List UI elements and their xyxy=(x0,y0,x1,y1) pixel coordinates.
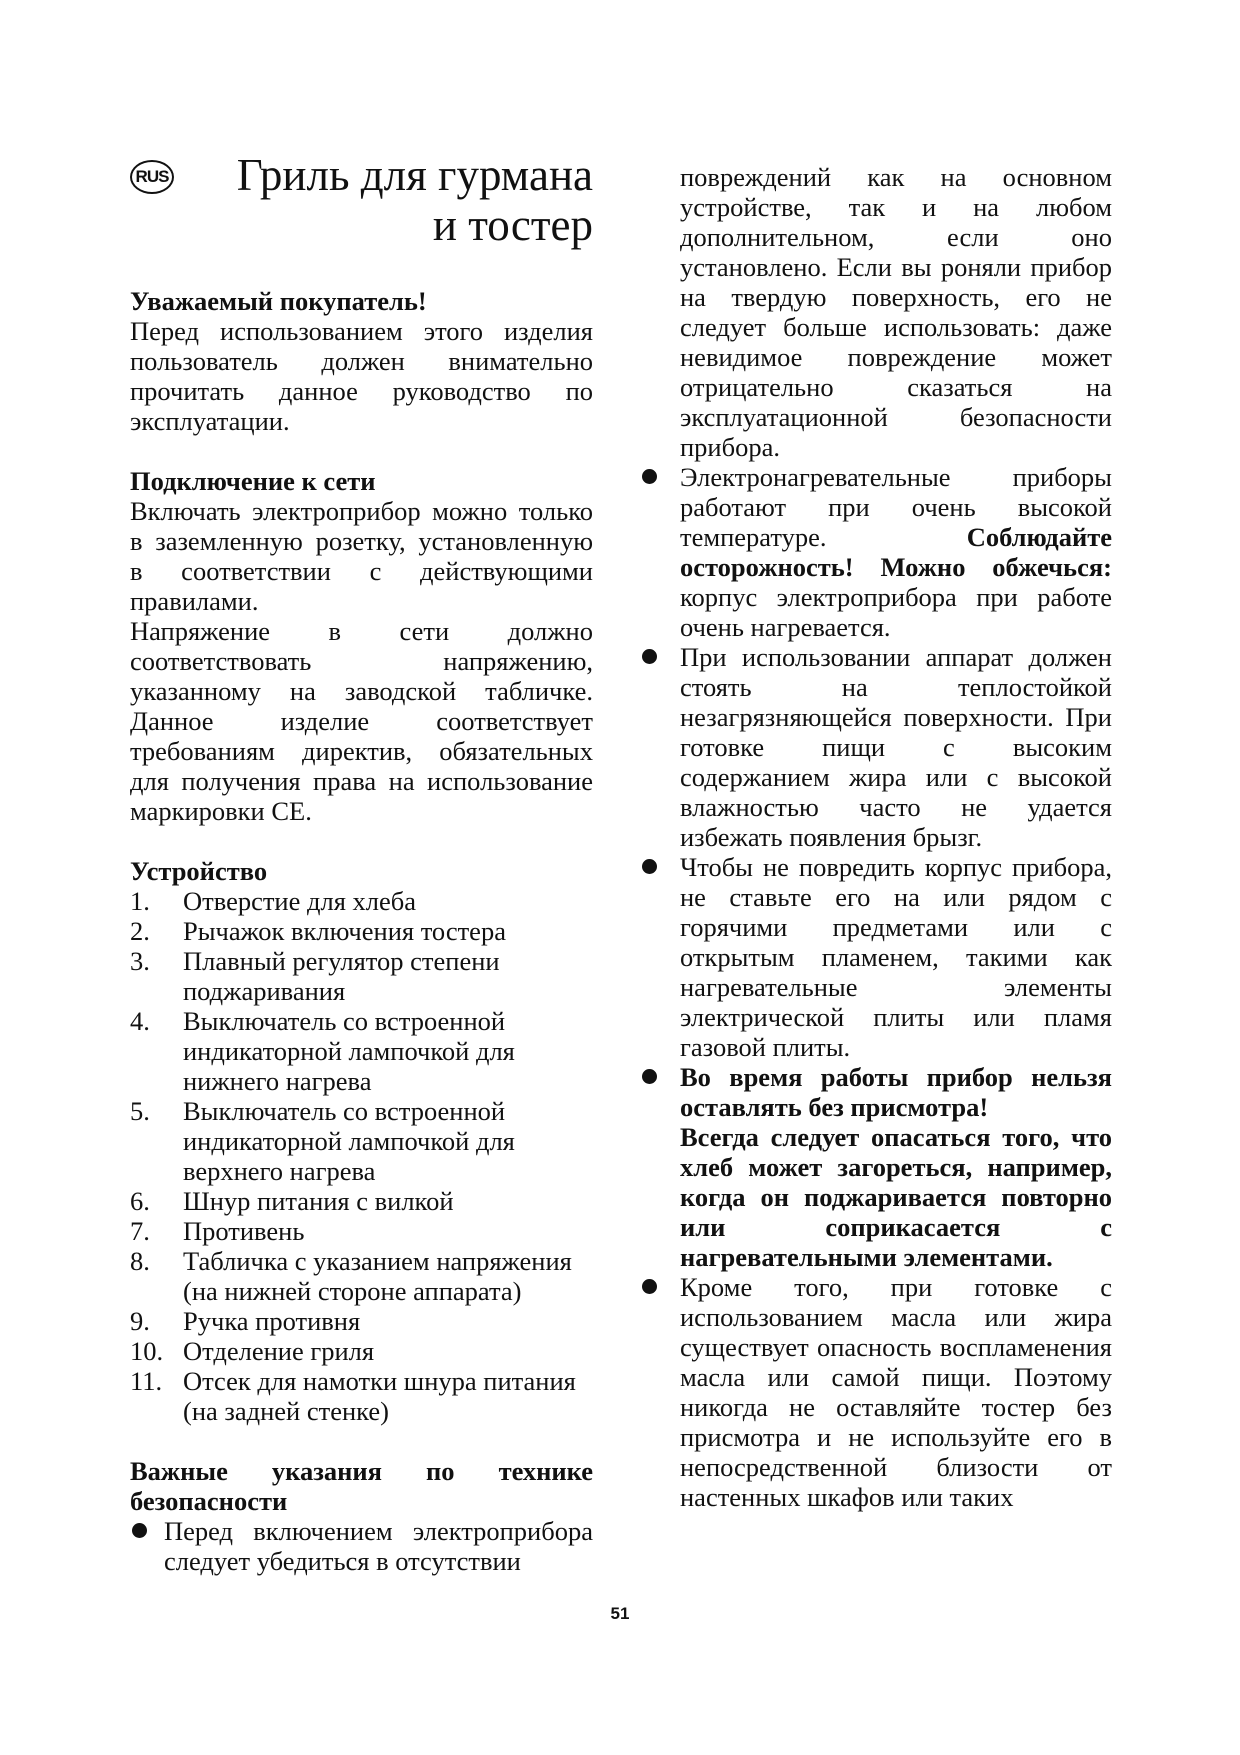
language-badge: RUS xyxy=(130,160,174,194)
intro-heading: Уважаемый покупатель! xyxy=(130,286,427,316)
list-item: 11. Отсек для намотки шнура питания (на задней стенке) xyxy=(130,1366,576,1426)
intro-text: Перед использованием этого изделия пользователь должен внимательно прочитать данное руководство по эксплуатации. xyxy=(130,316,593,436)
list-item: Электронагревательные приборы работают при очень высокой температуре. Соблюдайте осторожность! Можно обжечься: корпус электроприбора при работе очень нагревается. xyxy=(680,462,1112,642)
bullet-icon xyxy=(132,1523,147,1538)
bullet-icon xyxy=(642,1279,657,1294)
safety-bullet-1-continued: повреждений как на основном устройстве, так и на любом дополнительном, если оно установлено. Если вы роняли прибор на твердую поверхность, его не следует больше использовать: даже невидимое повреждение может отрицательно сказаться на эксплуатационной безопасности прибора. xyxy=(680,162,1112,462)
bullet-icon xyxy=(642,649,657,664)
list-item: Перед включением электроприбора следует убедиться в отсутствии xyxy=(130,1516,593,1576)
list-item: Чтобы не повредить корпус прибора, не ставьте его на или рядом с горячими предметами или с открытым пламенем, такими как нагревательные элементы электрической плиты или пламя газовой плиты. xyxy=(680,852,1112,1062)
bullet-icon xyxy=(642,859,657,874)
list-item: 10. Отделение гриля xyxy=(130,1336,375,1366)
page-title xyxy=(180,150,593,250)
list-item: Во время работы прибор нельзя оставлять без присмотра! Всегда следует опасаться того, что хлеб может загореться, например, когда он поджаривается повторно или соприкасается с нагревательными элементами. xyxy=(680,1062,1112,1272)
page-number: 51 xyxy=(610,1604,630,1623)
left-column xyxy=(130,286,593,1576)
list-item: 5. Выключатель со встроенной индикаторной лампочкой для верхнего нагрева xyxy=(130,1096,515,1186)
device-heading: Устройство xyxy=(130,856,268,886)
bullet-icon xyxy=(642,1069,657,1084)
list-item: Кроме того, при готовке с использованием масла или жира существует опасность воспламенения масла или самой пищи. Поэтому никогда не оставляйте тостер без присмотра и не используйте его в непосредственной близости от настенных шкафов или таких xyxy=(680,1272,1112,1512)
list-item: 2. Рычажок включения тостера xyxy=(130,916,506,946)
device-parts-list xyxy=(130,886,593,1426)
list-item: 1. Отверстие для хлеба xyxy=(130,886,417,916)
title-line-2: и тостер xyxy=(432,200,593,250)
list-item: 3. Плавный регулятор степени поджаривания xyxy=(130,946,500,1006)
list-item: 4. Выключатель со встроенной индикаторной лампочкой для нижнего нагрева xyxy=(130,1006,515,1096)
safety-list-left xyxy=(130,1516,593,1576)
connection-heading: Подключение к сети xyxy=(130,466,376,496)
right-column xyxy=(680,162,1112,1512)
safety-list-right xyxy=(680,462,1112,1512)
list-item: 7. Противень xyxy=(130,1216,305,1246)
list-item: 9. Ручка противня xyxy=(130,1306,361,1336)
connection-paragraph-2: Напряжение в сети должно соответствовать напряжению, указанному на заводской табличке. Данное изделие соответствует требованиям директив, обязательных для получения права на использование маркировки CE. xyxy=(130,616,593,826)
list-item: 8. Табличка с указанием напряжения (на нижней стороне аппарата) xyxy=(130,1246,572,1306)
list-item: 6. Шнур питания с вилкой xyxy=(130,1186,454,1216)
list-item: При использовании аппарат должен стоять на теплостойкой незагрязняющейся поверхности. При готовке пищи с высоким содержанием жира или с высокой влажностью часто не удается избежать появления брызг. xyxy=(680,642,1112,852)
title-line-1: Гриль для гурмана xyxy=(236,150,593,200)
safety-heading: Важные указания по технике безопасности xyxy=(130,1456,593,1516)
bullet-icon xyxy=(642,469,657,484)
connection-paragraph-1: Включать электроприбор можно только в заземленную розетку, установленную в соответствии с действующими правилами. xyxy=(130,496,593,616)
